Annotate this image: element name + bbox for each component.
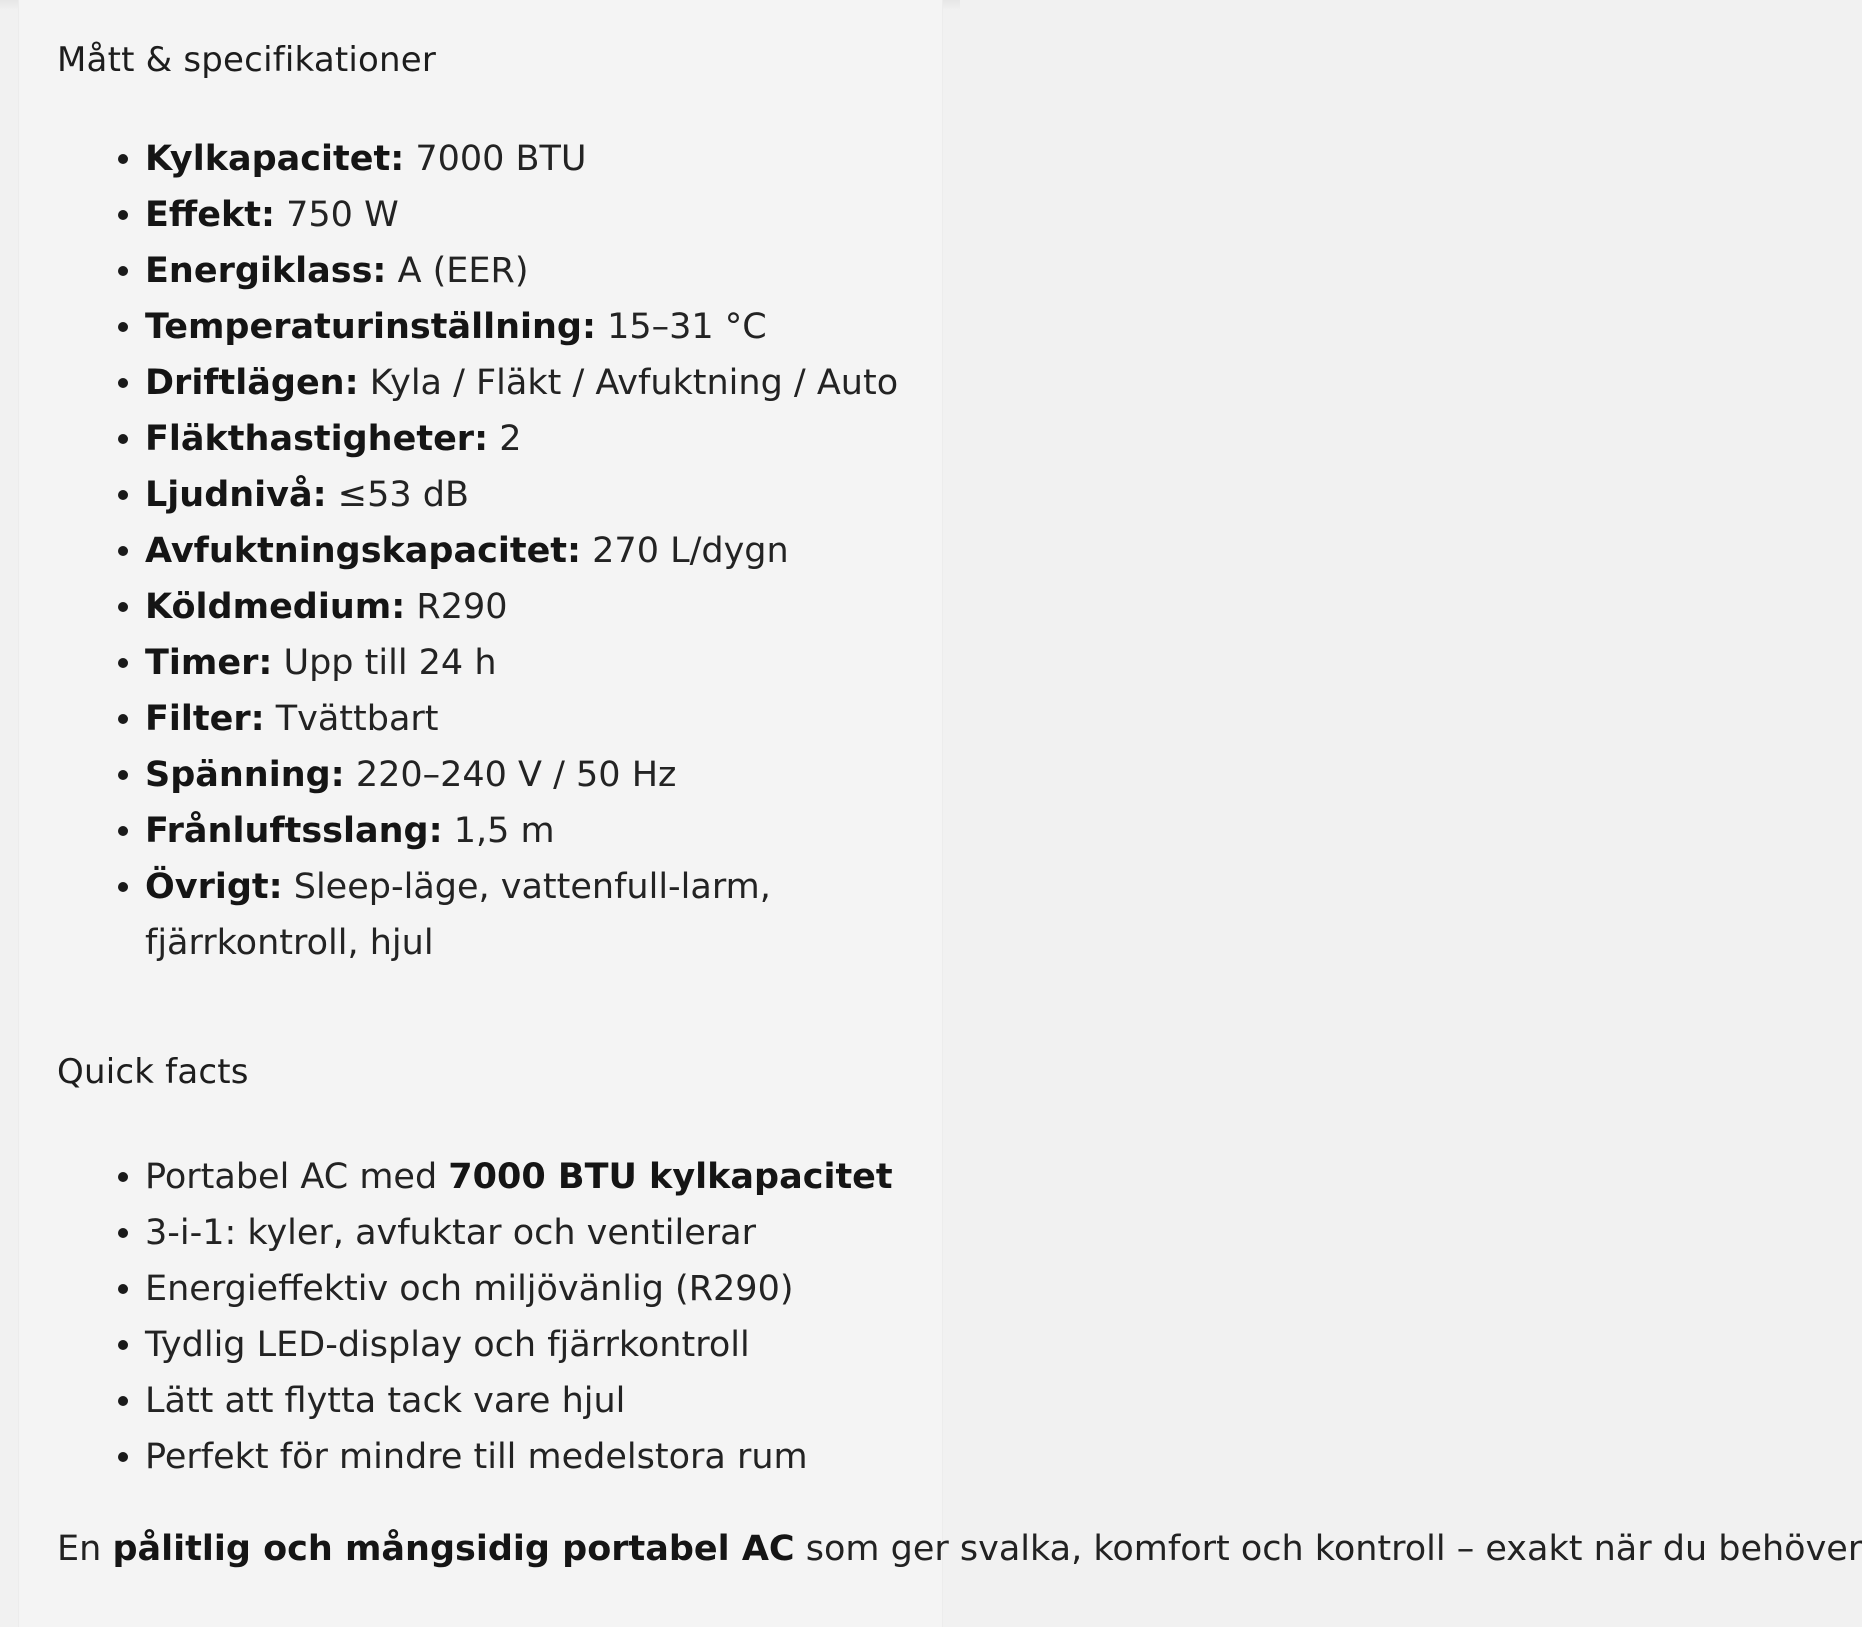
spec-label: Fläkthastigheter: — [145, 419, 489, 459]
description-text: En — [57, 1529, 113, 1569]
spec-item — [145, 411, 905, 467]
product-description-card — [18, 0, 1862, 1627]
spec-label: Temperaturinställning: — [145, 307, 596, 347]
spec-item — [145, 355, 905, 411]
fact-item: Tydlig LED-display och fjärrkontroll — [145, 1317, 905, 1373]
spec-item — [145, 579, 905, 635]
spec-label: Filter: — [145, 699, 265, 739]
fact-highlight: 7000 BTU kylkapacitet — [448, 1157, 893, 1197]
spec-item — [145, 523, 905, 579]
spec-item — [145, 467, 905, 523]
spec-value: 750 W — [275, 195, 399, 235]
fact-item — [145, 1149, 905, 1205]
spec-item — [145, 635, 905, 691]
fact-item: Perfekt för mindre till medelstora rum — [145, 1429, 905, 1485]
spec-value: 15–31 °C — [595, 307, 767, 347]
quick-facts-heading: Quick facts — [57, 1052, 249, 1092]
spec-item — [145, 859, 905, 971]
spec-value: Sleep-läge, vattenfull-larm, fjärrkontroll, hjul — [145, 867, 771, 963]
description-paragraph — [57, 1521, 1862, 1577]
spec-value: Kyla / Fläkt / Avfuktning / Auto — [358, 363, 899, 403]
spec-item — [145, 187, 905, 243]
spec-label: Frånluftsslang: — [145, 811, 443, 851]
spec-value: 2 — [488, 419, 522, 459]
spec-label: Spänning: — [145, 755, 345, 795]
fact-item: 3-i-1: kyler, avfuktar och ventilerar — [145, 1205, 905, 1261]
spec-label: Energiklass: — [145, 251, 387, 291]
spec-item — [145, 299, 905, 355]
spec-label: Övrigt: — [145, 867, 283, 907]
spec-label: Timer: — [145, 643, 273, 683]
spec-label: Köldmedium: — [145, 587, 406, 627]
fact-item: Energieffektiv och miljövänlig (R290) — [145, 1261, 905, 1317]
spec-value: Upp till 24 h — [272, 643, 497, 683]
spec-label: Avfuktningskapacitet: — [145, 531, 582, 571]
spec-value: A (EER) — [386, 251, 529, 291]
spec-item — [145, 243, 905, 299]
fact-text: Portabel AC med — [145, 1157, 449, 1197]
spec-item — [145, 131, 905, 187]
spec-value: 220–240 V / 50 Hz — [344, 755, 677, 795]
spec-value: 270 L/dygn — [581, 531, 789, 571]
fact-item: Lätt att flytta tack vare hjul — [145, 1373, 905, 1429]
spec-label: Effekt: — [145, 195, 276, 235]
spec-label: Kylkapacitet: — [145, 139, 405, 179]
specs-heading: Mått & specifikationer — [57, 40, 437, 80]
spec-value: 1,5 m — [442, 811, 555, 851]
spec-value: 7000 BTU — [404, 139, 587, 179]
spec-item — [145, 747, 905, 803]
spec-value: Tvättbart — [264, 699, 439, 739]
spec-value: ≤53 dB — [326, 475, 469, 515]
spec-label: Driftlägen: — [145, 363, 359, 403]
spec-label: Ljudnivå: — [145, 475, 327, 515]
description-highlight: pålitlig och mångsidig portabel AC — [112, 1529, 795, 1569]
spec-item — [145, 803, 905, 859]
specs-list — [145, 131, 905, 971]
description-text: som ger svalka, komfort och kontroll – exakt när du behöver — [794, 1529, 1862, 1569]
quick-facts-list — [145, 1149, 905, 1485]
spec-value: R290 — [405, 587, 508, 627]
spec-item — [145, 691, 905, 747]
